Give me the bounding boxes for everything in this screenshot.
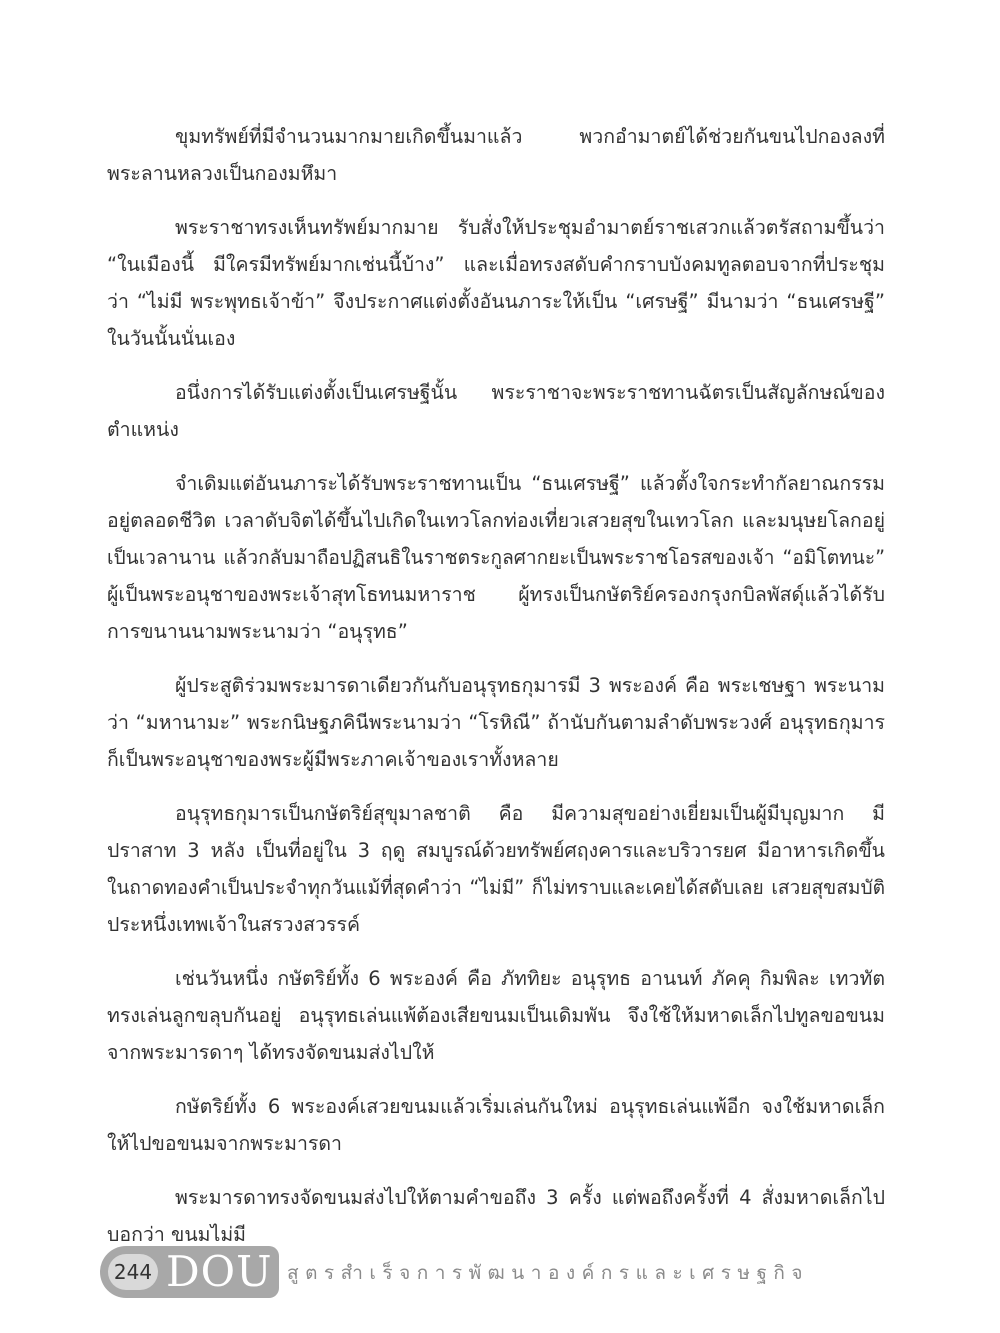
paragraph-9 — [107, 1179, 885, 1253]
paragraph-5 — [107, 667, 885, 778]
text-line: ประหนึ่งเทพเจ้าในสรวงสวรรค์ — [107, 913, 360, 936]
text-line: อนุรุทธกุมารเป็นกษัตริย์สุขุมาลชาติ คือ มีความสุขอย่างเยี่ยมเป็นผู้มีบุญมาก มี — [175, 802, 885, 825]
text-line: อนึ่งการได้รับแต่งตั้งเป็นเศรษฐีนั้น พระราชาจะพระราชทานฉัตรเป็นสัญลักษณ์ของ — [175, 381, 885, 404]
text-line: ผู้ประสูติร่วมพระมารดาเดียวกันกับอนุรุทธกุมารมี 3 พระองค์ คือ พระเชษฐา พระนาม — [175, 674, 885, 697]
text-line: ทรงเล่นลูกขลุบกันอยู่ อนุรุทธเล่นแพ้ต้องเสียขนมเป็นเดิมพัน จึงใช้ให้มหาดเล็กไปทูลขอขนม — [107, 1004, 885, 1027]
text-line: พระราชาทรงเห็นทรัพย์มากมาย รับสั่งให้ประชุมอำมาตย์ราชเสวกแล้วตรัสถามขึ้นว่า — [175, 216, 885, 239]
text-line: ว่า “ไม่มี พระพุทธเจ้าข้า” จึงประกาศแต่งตั้งอันนภาระให้เป็น “เศรษฐี” มีนามว่า “ธนเศรษฐี” — [107, 290, 885, 313]
paragraph-6 — [107, 795, 885, 943]
text-line: ในถาดทองคำเป็นประจำทุกวันแม้ที่สุดคำว่า “ไม่มี” ก็ไม่ทราบและเคยได้สดับเลย เสวยสุขสมบัติ — [107, 876, 885, 899]
text-line: บอกว่า ขนมไม่มี — [107, 1223, 247, 1246]
text-line: ผู้เป็นพระอนุชาของพระเจ้าสุทโธทนมหาราช ผู้ทรงเป็นกษัตริย์ครองกรุงกบิลพัสดุ์แล้วได้รับ — [107, 583, 885, 606]
page-number: 244 — [108, 1254, 158, 1290]
text-line: ก็เป็นพระอนุชาของพระผู้มีพระภาคเจ้าของเราทั้งหลาย — [107, 748, 559, 771]
book-title: สูตรสำเร็จการพัฒนาองค์กรและเศรษฐกิจ — [287, 1262, 810, 1284]
paragraph-1 — [107, 118, 885, 192]
text-line: การขนานนามพระนามว่า “อนุรุทธ” — [107, 620, 408, 643]
text-line: จำเดิมแต่อันนภาระได้รับพระราชทานเป็น “ธนเศรษฐี” แล้วตั้งใจกระทำกัลยาณกรรม — [175, 472, 885, 495]
paragraph-8 — [107, 1088, 885, 1162]
paragraph-7 — [107, 960, 885, 1071]
text-line: ปราสาท 3 หลัง เป็นที่อยู่ใน 3 ฤดู สมบูรณ์ด้วยทรัพย์ศฤงคารและบริวารยศ มีอาหารเกิดขึ้น — [107, 839, 885, 862]
text-line: ให้ไปขอขนมจากพระมารดา — [107, 1132, 342, 1155]
paragraph-3 — [107, 374, 885, 448]
text-line: ในวันนั้นนั่นเอง — [107, 327, 236, 350]
text-line: พระมารดาทรงจัดขนมส่งไปให้ตามคำขอถึง 3 ครั้ง แต่พอถึงครั้งที่ 4 สั่งมหาดเล็กไป — [175, 1186, 885, 1209]
text-line: “ในเมืองนี้ มีใครมีทรัพย์มากเช่นนี้บ้าง” และเมื่อทรงสดับคำกราบบังคมทูลตอบจากที่ประชุม — [107, 253, 885, 276]
text-line: ขุมทรัพย์ที่มีจำนวนมากมายเกิดขึ้นมาแล้ว พวกอำมาตย์ได้ช่วยกันขนไปกองลงที่ — [175, 125, 885, 148]
footer-badge — [100, 1246, 279, 1298]
text-line: พระลานหลวงเป็นกองมหึมา — [107, 162, 338, 185]
page-body — [107, 118, 885, 1270]
paragraph-4 — [107, 465, 885, 650]
text-line: อยู่ตลอดชีวิต เวลาดับจิตได้ขึ้นไปเกิดในเทวโลกท่องเที่ยวเสวยสุขในเทวโลก และมนุษยโลกอยู่ — [107, 509, 885, 532]
page-footer — [100, 1246, 900, 1300]
dou-logo: DOU — [166, 1247, 273, 1296]
text-line: เช่นวันหนึ่ง กษัตริย์ทั้ง 6 พระองค์ คือ ภัททิยะ อนุรุทธ อานนท์ ภัคคุ กิมพิละ เทวทัต — [175, 967, 885, 990]
text-line: จากพระมารดาๆ ได้ทรงจัดขนมส่งไปให้ — [107, 1041, 435, 1064]
text-line: เป็นเวลานาน แล้วกลับมาถือปฏิสนธิในราชตระกูลศากยะเป็นพระราชโอรสของเจ้า “อมิโตทนะ” — [107, 546, 885, 569]
text-line: ว่า “มหานามะ” พระกนิษฐภคินีพระนามว่า “โรหิณี” ถ้านับกันตามลำดับพระวงศ์ อนุรุทธกุมาร — [107, 711, 885, 734]
paragraph-2 — [107, 209, 885, 357]
text-line: ตำแหน่ง — [107, 418, 179, 441]
text-line: กษัตริย์ทั้ง 6 พระองค์เสวยขนมแล้วเริ่มเล่นกันใหม่ อนุรุทธเล่นแพ้อีก จงใช้มหาดเล็ก — [175, 1095, 885, 1118]
